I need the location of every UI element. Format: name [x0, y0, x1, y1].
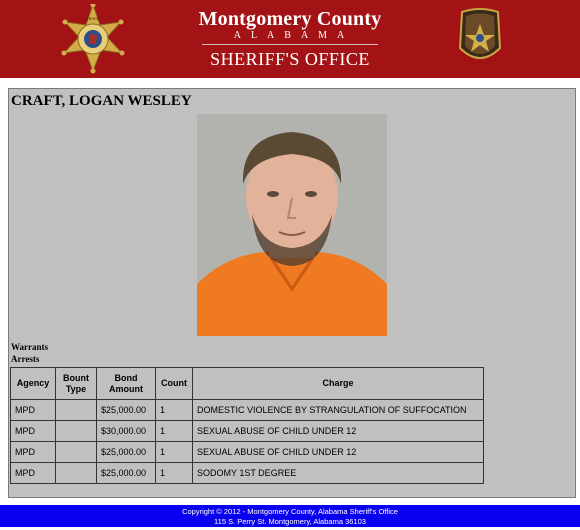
inmate-name: CRAFT, LOGAN WESLEY — [11, 93, 192, 109]
state-name: ALABAMA — [233, 30, 355, 41]
cell-bount-type — [56, 442, 97, 463]
cell-bount-type — [56, 463, 97, 484]
svg-text:SHERIFF: SHERIFF — [84, 16, 102, 21]
inmate-mugshot — [197, 114, 387, 336]
cell-bount-type — [56, 400, 97, 421]
warrants-label: Warrants — [11, 342, 48, 352]
table-row — [11, 463, 484, 484]
office-name: SHERIFF'S OFFICE — [210, 49, 370, 69]
cell-bond-amount: $25,000.00 — [97, 463, 156, 484]
site-footer — [0, 505, 580, 527]
arrests-label: Arrests — [11, 354, 40, 364]
cell-charge: SEXUAL ABUSE OF CHILD UNDER 12 — [193, 442, 484, 463]
arrests-table — [10, 367, 484, 484]
cell-count: 1 — [156, 442, 193, 463]
cell-bond-amount: $30,000.00 — [97, 421, 156, 442]
cell-charge: DOMESTIC VIOLENCE BY STRANGULATION OF SUFFOCATION — [193, 400, 484, 421]
header-title-block — [190, 8, 390, 69]
cell-count: 1 — [156, 421, 193, 442]
cell-charge: SODOMY 1ST DEGREE — [193, 463, 484, 484]
site-header — [0, 0, 580, 78]
cell-bond-amount: $25,000.00 — [97, 400, 156, 421]
table-header-row — [11, 368, 484, 400]
cell-agency: MPD — [11, 400, 56, 421]
cell-agency: MPD — [11, 463, 56, 484]
table-row — [11, 400, 484, 421]
header-agency: Agency — [11, 368, 56, 400]
cell-bond-amount: $25,000.00 — [97, 442, 156, 463]
sheriff-star-badge-icon — [56, 4, 130, 74]
footer-address: 115 S. Perry St. Montgomery, Alabama 36103 — [214, 517, 366, 526]
county-name: Montgomery County — [198, 8, 382, 30]
footer-copyright: Copyright © 2012 - Montgomery County, Alabama Sheriff's Office — [182, 507, 398, 516]
table-row — [11, 421, 484, 442]
header-count: Count — [156, 368, 193, 400]
cell-agency: MPD — [11, 421, 56, 442]
sheriff-patch-icon — [458, 8, 502, 68]
cell-agency: MPD — [11, 442, 56, 463]
header-bount-type: Bount Type — [56, 368, 97, 400]
cell-bount-type — [56, 421, 97, 442]
table-row — [11, 442, 484, 463]
cell-charge: SEXUAL ABUSE OF CHILD UNDER 12 — [193, 421, 484, 442]
cell-count: 1 — [156, 463, 193, 484]
cell-count: 1 — [156, 400, 193, 421]
header-bond-amount: Bond Amount — [97, 368, 156, 400]
inmate-panel — [8, 88, 576, 498]
title-divider — [202, 44, 378, 45]
header-charge: Charge — [193, 368, 484, 400]
